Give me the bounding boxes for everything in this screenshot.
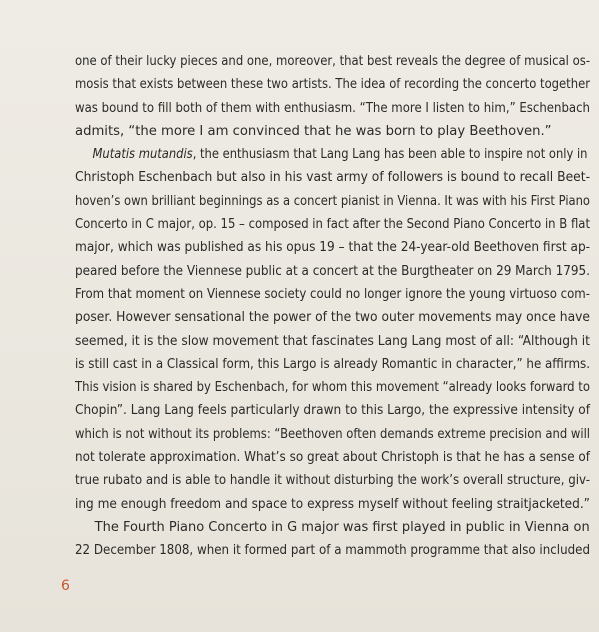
text-line-content: hoven’s own brilliant beginnings as a concert pianist in Vienna. It was with his First Piano <box>75 193 591 209</box>
text-line <box>75 399 590 422</box>
text-line <box>75 190 590 213</box>
text-line-content: mosis that exists between these two artists. The idea of recording the concerto together <box>75 77 590 93</box>
text-line-indented <box>75 143 599 166</box>
text-line-content: 22 December 1808, when it formed part of a mammoth programme that also included <box>75 543 590 559</box>
text-line <box>75 306 590 329</box>
text-line <box>75 283 590 306</box>
text-line <box>75 50 590 73</box>
text-line-content: not tolerate approximation. What’s so great about Christoph is that he has a sense of <box>75 450 591 466</box>
text-line <box>75 353 590 376</box>
text-line <box>75 236 590 259</box>
text-line <box>75 213 590 236</box>
text-line <box>75 493 590 516</box>
text-line-content: poser. However sensational the power of the two outer movements may once have <box>75 310 591 326</box>
text-line <box>75 166 590 189</box>
text-line-content: , the enthusiasm that Lang Lang has been able to inspire not only in <box>192 147 588 163</box>
text-line-content: ing me enough freedom and space to express myself without feeling straitjacketed.” <box>75 496 590 512</box>
text-line-indented <box>75 516 599 539</box>
text-line-content: Chopin”. Lang Lang feels particularly drawn to this Largo, the expressive intensity of <box>75 403 590 419</box>
text-line <box>75 376 590 399</box>
text-line-content: This vision is shared by Eschenbach, for whom this movement “already looks forward to <box>75 380 590 396</box>
text-line-content: Christoph Eschenbach but also in his vast army of followers is bound to recall Beet- <box>75 170 591 186</box>
text-line-content: Concerto in C major, op. 15 – composed in fact after the Second Piano Concerto in B flat <box>75 217 591 233</box>
text-line-content: which is not without its problems: “Beethoven often demands extreme precision and will <box>75 426 591 442</box>
text-line <box>75 73 590 96</box>
text-line <box>75 120 590 143</box>
text-line-content: is still cast in a Classical form, this Largo is already Romantic in character,” he affirms. <box>75 356 591 372</box>
italic-lead: Mutatis mutandis <box>92 147 193 163</box>
text-line <box>75 97 590 120</box>
text-line-content: seemed, it is the slow movement that fascinates Lang Lang most of all: “Although it <box>75 333 590 349</box>
text-line <box>75 423 590 446</box>
body-text <box>75 50 590 563</box>
text-line <box>75 330 590 353</box>
text-line-content: The Fourth Piano Concerto in G major was first played in public in Vienna on <box>94 519 590 535</box>
text-line-content: peared before the Viennese public at a concert at the Burgtheater on 29 March 1795. <box>75 263 591 279</box>
text-line-content: major, which was published as his opus 19 – that the 24-year-old Beethoven first ap- <box>75 240 591 256</box>
text-line <box>75 539 590 562</box>
text-line <box>75 260 590 283</box>
text-line-content: one of their lucky pieces and one, moreover, that best reveals the degree of musical os- <box>75 54 591 69</box>
text-line-content: From that moment on Viennese society could no longer ignore the young virtuoso com- <box>75 286 590 302</box>
text-line <box>75 446 590 469</box>
text-line-content: was bound to fill both of them with enthusiasm. “The more I listen to him,” Eschenbach <box>75 100 590 116</box>
page-number: 6 <box>61 578 70 594</box>
text-line-content: true rubato and is able to handle it without disturbing the work’s overall structure, giv- <box>75 473 590 489</box>
text-line-content: admits, “the more I am convinced that he was born to play Beethoven.” <box>75 123 552 139</box>
text-line <box>75 469 590 492</box>
